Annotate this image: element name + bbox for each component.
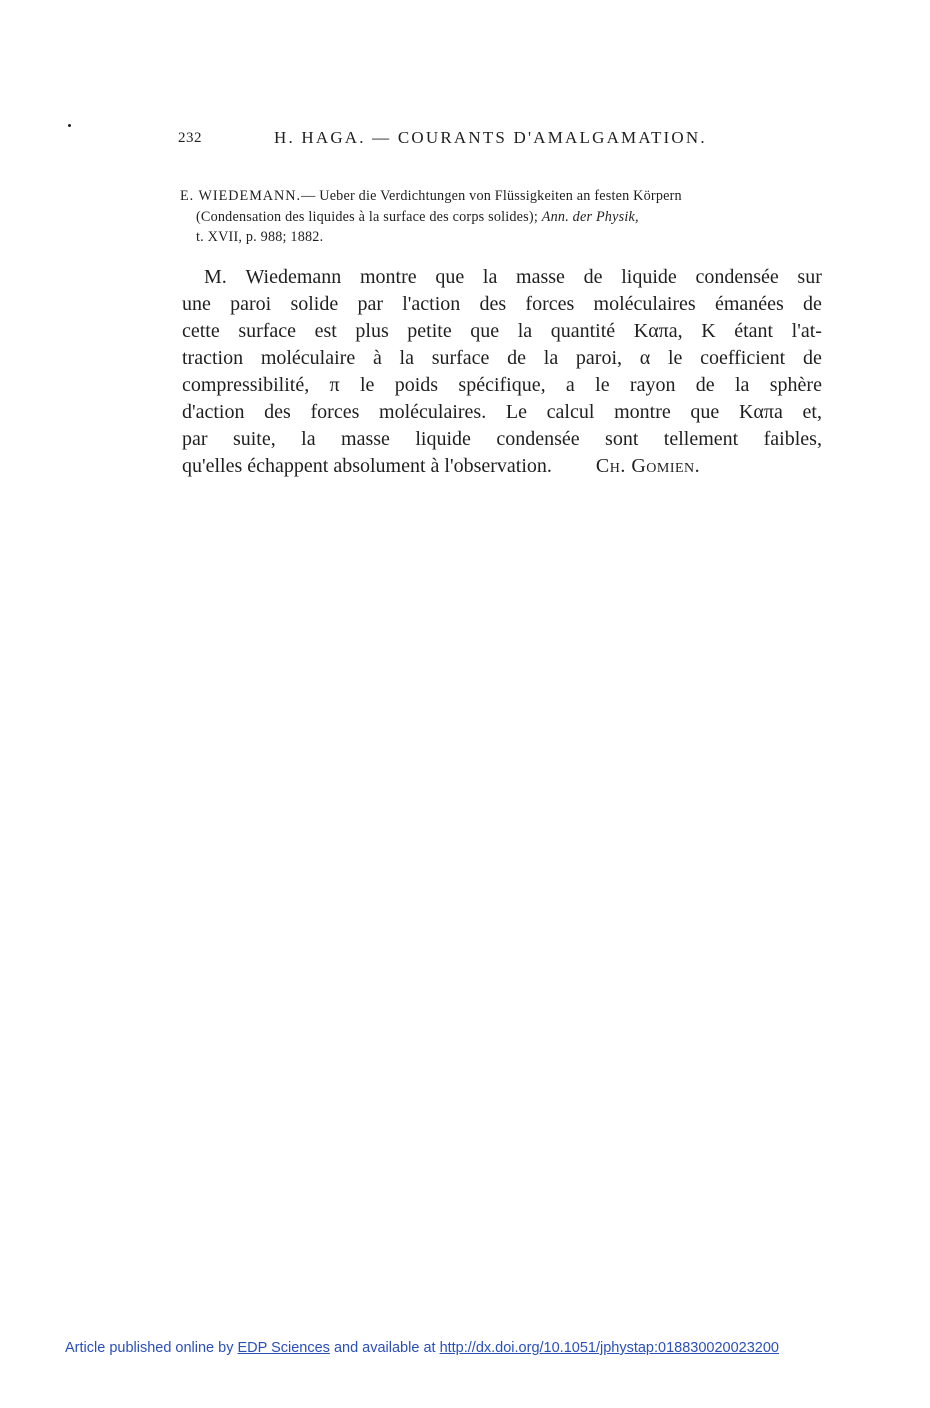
word: suite, [232,428,276,450]
word: K [701,320,716,342]
body-line-text: qu'elles échappent absolument à l'observation. [182,455,552,477]
word: Le [505,401,527,423]
word: une [182,293,211,315]
word: le [667,347,683,369]
word: la [482,266,498,288]
word: de [695,374,715,396]
word: traction [182,347,244,369]
body-line [182,426,822,453]
body-line [182,291,822,318]
word: le [595,374,610,396]
word: liquide [621,266,677,288]
word: calcul [546,401,595,423]
body-line [182,318,822,345]
body-line [182,264,822,291]
word: petite [407,320,452,342]
word: étant [734,320,774,342]
word: la [399,347,414,369]
word: la [735,374,750,396]
word: paroi [230,293,272,315]
word: Wiedemann [245,266,342,288]
body-line [182,399,822,426]
running-title: H. HAGA. — COURANTS D'AMALGAMATION. [274,128,707,147]
word: sont [605,428,639,450]
page-number: 232 [178,130,202,146]
word: coefficient [700,347,786,369]
body-line-last [182,453,822,480]
publisher-link[interactable]: EDP Sciences [237,1340,330,1356]
word: sphère [769,374,822,396]
word: masse [516,266,565,288]
word: condensée [695,266,779,288]
word: moléculaire [260,347,356,369]
word: par [357,293,384,315]
word: l'action [402,293,461,315]
word: de [507,347,527,369]
reference-translation: (Condensation des liquides à la surface des corps solides); [196,208,538,225]
word: liquide [415,428,471,450]
body-line [182,345,822,372]
word: Kαπa [738,401,783,423]
word: la [517,320,533,342]
reference-author: E. WIEDEMANN. [180,188,302,204]
word: surface [431,347,490,369]
word: moléculaires [593,293,696,315]
body-line [182,372,822,399]
word: le [359,374,375,396]
word: montre [614,401,671,423]
word: compressibilité, [182,374,310,396]
word: d'action [182,401,245,423]
word: de [802,347,822,369]
word: spécifique, [458,374,546,396]
publication-footer [65,1340,779,1356]
word: faibles, [763,428,822,450]
word: l'at- [791,320,822,342]
bibliographic-reference [180,186,822,248]
word: la [543,347,559,369]
reference-line-1 [180,186,822,207]
word: forces [310,401,360,423]
word: montre [360,266,417,288]
word: surface [238,320,297,342]
word: condensée [496,428,580,450]
stray-mark [68,124,71,127]
word: sur [797,266,822,288]
word: π [329,374,340,396]
footer-middle: and available at [333,1340,436,1356]
word: émanées [714,293,784,315]
word: a [565,374,575,396]
word: moléculaires. [379,401,487,423]
reference-journal: Ann. der Physik, [541,208,639,225]
reference-title: — Ueber die Verdichtungen von Flüssigkeiten an festen Körpern [301,188,682,204]
word: est [314,320,337,342]
reference-line-3 [180,227,822,248]
word: que [470,320,500,342]
word: Kαπa, [633,320,683,342]
word: cette [182,320,220,342]
word: à [372,347,382,369]
word: des [264,401,291,423]
word: des [479,293,507,315]
word: M. [204,266,227,288]
word: de [803,293,822,315]
word: de [583,266,603,288]
word: poids [394,374,439,396]
word: rayon [629,374,676,396]
word: tellement [663,428,739,450]
word: solide [290,293,339,315]
footer-prefix: Article published online by [65,1340,234,1356]
doi-link[interactable]: http://dx.doi.org/10.1051/jphystap:018830020023200 [439,1340,779,1356]
signature: Ch. Gomien. [595,455,701,477]
word: que [435,266,465,288]
word: et, [802,401,822,423]
reference-volume: t. XVII, p. 988; 1882. [196,229,324,245]
reference-line-2 [180,207,822,228]
article-body [182,264,822,480]
word: quantité [550,320,616,342]
word: masse [341,428,390,450]
word: paroi, [575,347,623,369]
word: par [182,428,208,450]
word: que [690,401,720,423]
word: plus [355,320,389,342]
word: α [639,347,651,369]
running-header [178,128,820,152]
word: la [301,428,316,450]
word: forces [525,293,575,315]
